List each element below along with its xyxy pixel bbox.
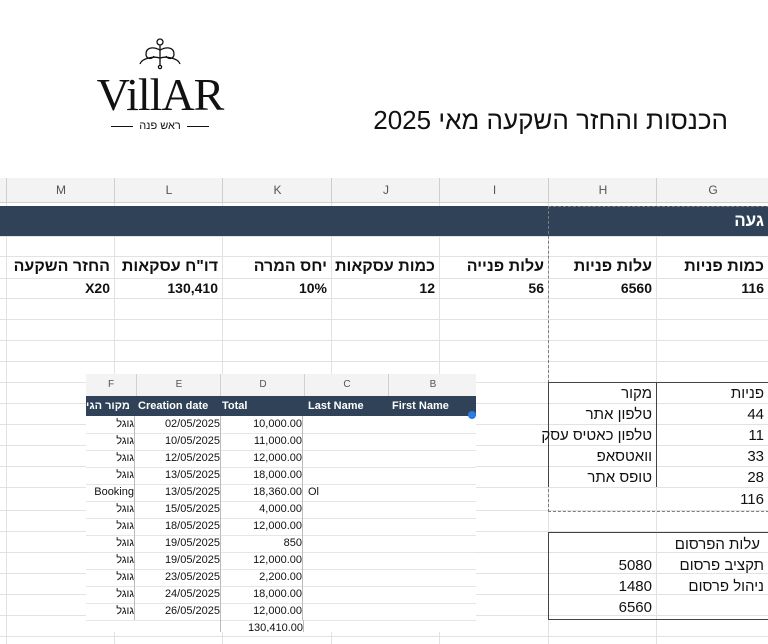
table-row[interactable]: [86, 484, 476, 502]
cell-date[interactable]: 26/05/2025: [138, 603, 221, 620]
cell-date[interactable]: 02/05/2025: [138, 416, 221, 433]
table-row[interactable]: [86, 552, 476, 570]
cell-total[interactable]: 11,000.00: [222, 433, 303, 450]
kpi-label-conversion: יחס המרה: [253, 258, 327, 275]
cell-source[interactable]: גוגל: [86, 552, 135, 569]
table-row[interactable]: [86, 603, 476, 621]
column-header-g[interactable]: G: [656, 178, 768, 202]
embedded-total-row: [86, 620, 476, 632]
source-count[interactable]: [660, 425, 764, 446]
kpi-value-conversion[interactable]: 10%: [298, 280, 327, 296]
source-count[interactable]: [660, 404, 764, 425]
brand-logo: [80, 36, 240, 136]
cell-last[interactable]: [308, 467, 388, 484]
cell-date[interactable]: 15/05/2025: [138, 501, 221, 518]
ad-costs-title[interactable]: עלות הפרסום: [674, 536, 760, 553]
source-count[interactable]: [660, 467, 764, 488]
cell-last[interactable]: [308, 586, 388, 603]
header-source[interactable]: מקור הגי: [86, 400, 130, 412]
table-row[interactable]: [86, 501, 476, 519]
embedded-column-e[interactable]: E: [136, 374, 221, 396]
cell-source[interactable]: Booking: [86, 484, 135, 501]
cell-source[interactable]: גוגל: [86, 603, 135, 620]
logo-subtitle: ראש פנה: [80, 120, 240, 132]
cell-date[interactable]: 13/05/2025: [138, 484, 221, 501]
sources-header-count[interactable]: פניות: [730, 385, 764, 402]
cell-total[interactable]: 18,000.00: [222, 467, 303, 484]
kpi-value-roi[interactable]: X20: [85, 280, 110, 296]
cell-date[interactable]: 24/05/2025: [138, 586, 221, 603]
logo-wordmark: VillAR: [96, 69, 224, 120]
sources-total[interactable]: [660, 489, 764, 510]
cell-last[interactable]: [308, 535, 388, 552]
column-header-row: [0, 178, 768, 203]
cell-date[interactable]: 19/05/2025: [138, 535, 221, 552]
source-count-value: 33: [747, 448, 764, 465]
column-header-h[interactable]: H: [548, 178, 657, 202]
cell-source[interactable]: גוגל: [86, 433, 135, 450]
cell-total[interactable]: 12,000.00: [222, 450, 303, 467]
column-header-j[interactable]: J: [331, 178, 440, 202]
kpi-value-cost-per-lead[interactable]: 56: [528, 280, 544, 296]
header-creation-date[interactable]: Creation date: [138, 400, 209, 412]
cell-source[interactable]: גוגל: [86, 467, 135, 484]
source-count-value: 11: [748, 427, 764, 444]
cell-last[interactable]: [308, 501, 388, 518]
table-row[interactable]: [86, 416, 476, 434]
source-count[interactable]: [660, 446, 764, 467]
cell-total[interactable]: 4,000.00: [222, 501, 303, 518]
cell-total[interactable]: 2,200.00: [222, 569, 303, 586]
column-header-l[interactable]: L: [114, 178, 223, 202]
cell-total[interactable]: 12,000.00: [222, 552, 303, 569]
embedded-header-row: [86, 396, 476, 416]
cell-last[interactable]: [308, 450, 388, 467]
column-header-i[interactable]: I: [439, 178, 549, 202]
cell-source[interactable]: גוגל: [86, 416, 135, 433]
cell-last[interactable]: [308, 433, 388, 450]
embedded-column-header-row: [86, 374, 476, 397]
cell-source[interactable]: גוגל: [86, 586, 135, 603]
source-name[interactable]: טלפון כאטיס עסק: [541, 427, 652, 444]
header-first-name[interactable]: First Name: [392, 400, 449, 412]
kpi-label-roi: החזר השקעה: [13, 258, 110, 275]
page-title: הכנסות והחזר השקעה מאי 2025: [373, 105, 728, 135]
cell-last[interactable]: [308, 552, 388, 569]
section-banner-text: געה: [734, 211, 764, 230]
cell-source[interactable]: גוגל: [86, 450, 135, 467]
cell-total[interactable]: 18,000.00: [222, 586, 303, 603]
sources-total-value: 116: [740, 491, 764, 508]
kpi-label-lead-cost: עלות פניות: [573, 258, 652, 275]
ad-budget-value[interactable]: 5080: [618, 557, 652, 574]
kpi-label-cost-per-lead: עלות פנייה: [466, 258, 544, 275]
cell-last[interactable]: [308, 416, 388, 433]
sources-mid-border: [656, 382, 657, 487]
cell-total[interactable]: 12,000.00: [222, 603, 303, 620]
header-total[interactable]: Total: [222, 400, 248, 412]
cell-last[interactable]: Ol: [308, 486, 319, 498]
kpi-label-lead-count: כמות פניות: [684, 258, 764, 275]
cell-date[interactable]: 18/05/2025: [138, 518, 221, 535]
embedded-column-c[interactable]: C: [304, 374, 389, 396]
source-count-value: 44: [747, 406, 764, 423]
cell-last[interactable]: [308, 518, 388, 535]
column-header-k[interactable]: K: [222, 178, 332, 202]
cell-last[interactable]: [308, 603, 388, 620]
grand-total[interactable]: 130,410.00: [220, 620, 304, 632]
kpi-value-deal-count[interactable]: 12: [419, 280, 435, 296]
source-name[interactable]: טופס אתר: [587, 469, 652, 486]
column-header-m[interactable]: M: [6, 178, 115, 202]
cell-date[interactable]: 13/05/2025: [138, 467, 221, 484]
embedded-column-f[interactable]: F: [107, 379, 115, 390]
ornament-icon: [138, 36, 182, 70]
kpi-value-deals-report[interactable]: 130,410: [167, 280, 218, 296]
cell-total[interactable]: 12,000.00: [222, 518, 303, 535]
table-row[interactable]: [86, 535, 476, 553]
table-row[interactable]: [86, 586, 476, 604]
cell-total[interactable]: 850: [222, 535, 303, 552]
cell-source[interactable]: גוגל: [86, 569, 135, 586]
kpi-label-deals-report: דו"ח עסקאות: [121, 258, 218, 275]
cell-source[interactable]: גוגל: [86, 501, 135, 518]
cell-date[interactable]: 23/05/2025: [138, 569, 221, 586]
embedded-column-d[interactable]: D: [220, 374, 305, 396]
ad-management-label[interactable]: ניהול פרסום: [688, 578, 764, 595]
cell-total[interactable]: 10,000.00: [222, 416, 303, 433]
header-last-name[interactable]: Last Name: [308, 400, 364, 412]
cell-source[interactable]: גוגל: [86, 535, 135, 552]
cell-date[interactable]: 19/05/2025: [138, 552, 221, 569]
ad-costs-total[interactable]: 6560: [618, 599, 652, 616]
source-name[interactable]: וואטסאפ: [596, 448, 652, 465]
ad-budget-label[interactable]: תקציב פרסום: [679, 557, 764, 574]
table-row[interactable]: [86, 518, 476, 536]
kpi-label-deal-count: כמות עסקאות: [335, 258, 435, 275]
table-row[interactable]: [86, 467, 476, 485]
ad-management-value[interactable]: 1480: [618, 578, 652, 595]
sources-header-source[interactable]: מקור: [621, 385, 652, 402]
cell-source[interactable]: גוגל: [86, 518, 135, 535]
cell-date[interactable]: 12/05/2025: [138, 450, 221, 467]
cell-total[interactable]: 18,360.00: [222, 484, 303, 501]
kpi-value-lead-cost[interactable]: 6560: [620, 280, 652, 296]
source-count-value: 28: [747, 469, 764, 486]
table-row[interactable]: [86, 569, 476, 587]
cell-last[interactable]: [308, 569, 388, 586]
table-row[interactable]: [86, 433, 476, 451]
embedded-deals-sheet[interactable]: [86, 374, 476, 632]
cell-date[interactable]: 10/05/2025: [138, 433, 221, 450]
kpi-value-lead-count[interactable]: 116: [741, 280, 764, 296]
embedded-column-b[interactable]: B: [388, 374, 476, 396]
table-row[interactable]: [86, 450, 476, 468]
source-name[interactable]: טלפון אתר: [585, 406, 652, 423]
